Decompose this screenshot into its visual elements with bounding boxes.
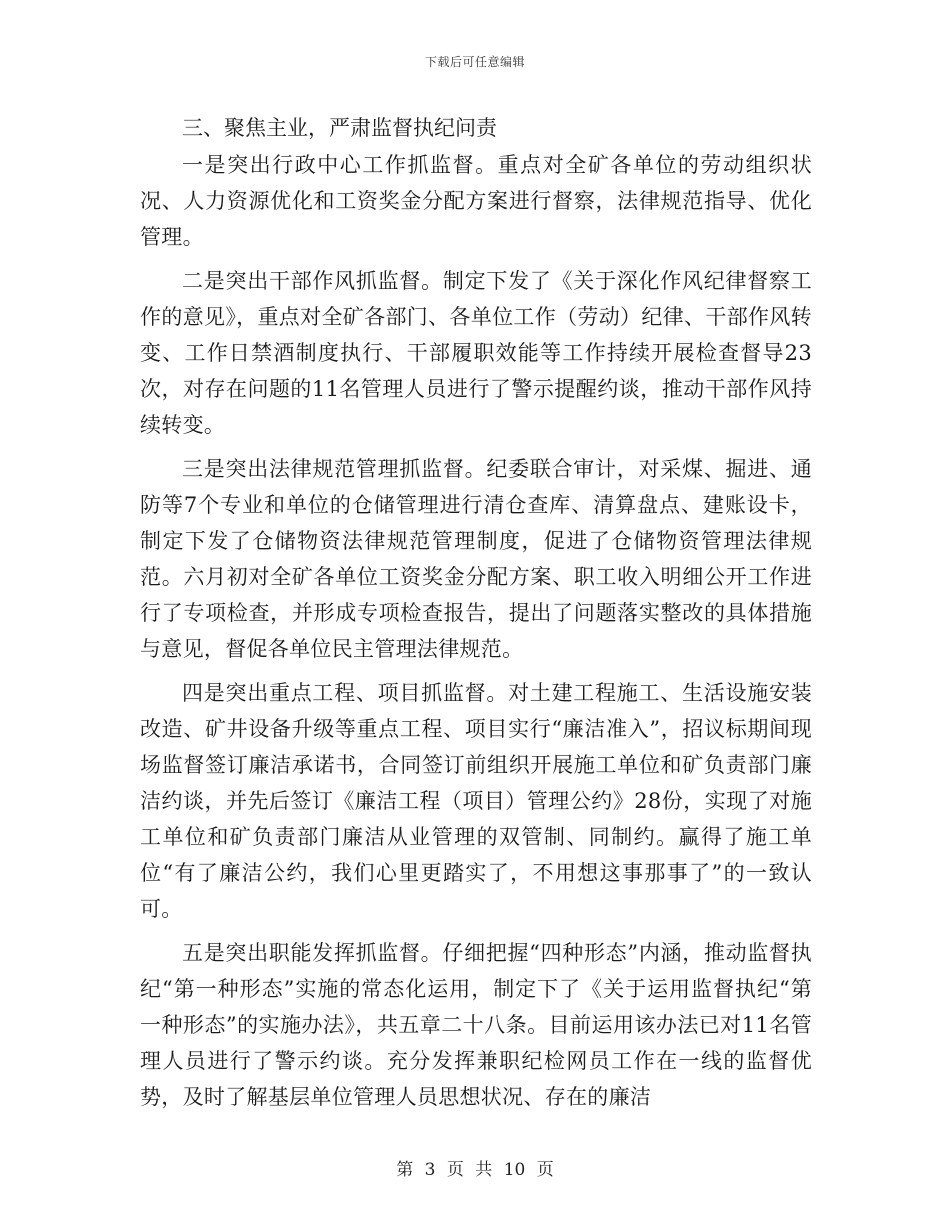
paragraph-1: 一是突出行政中心工作抓监督。重点对全矿各单位的劳动组织状况、人力资源优化和工资奖金分配方案进行督察，法律规范指导、优化管理。 bbox=[140, 153, 812, 249]
paragraph-5: 五是突出职能发挥抓监督。仔细把握“四种形态”内涵，推动监督执纪“第一种形态”实施的常态化运用，制定下了《关于运用监督执纪“第一种形态”的实施办法》，共五章二十八条。目前运用该办法已对11名管理人员进行了警示约谈。充分发挥兼职纪检网员工作在一线的监督优势，及时了解基层单位管理人员思想状况、存在的廉洁 bbox=[140, 941, 812, 1109]
page-number-footer: 第 3 页 共 10 页 bbox=[396, 1160, 554, 1180]
paragraph-3: 三是突出法律规范管理抓监督。纪委联合审计，对采煤、掘进、通防等7个专业和单位的仓储管理进行清仓查库、清算盘点、建账设卡，制定下发了仓储物资法律规范管理制度，促进了仓储物资管理法律规范。六月初对全矿各单位工资奖金分配方案、职工收入明细公开工作进行了专项检查，并形成专项检查报告，提出了问题落实整改的具体措施与意见，督促各单位民主管理法律规范。 bbox=[140, 457, 812, 661]
document-body bbox=[140, 110, 812, 1123]
section-heading: 三、聚焦主业，严肃监督执纪问责 bbox=[182, 116, 497, 140]
paragraph-4: 四是突出重点工程、项目抓监督。对土建工程施工、生活设施安装改造、矿井设备升级等重点工程、项目实行“廉洁准入”，招议标期间现场监督签订廉洁承诺书，合同签订前组织开展施工单位和矿负责部门廉洁约谈，并先后签订《廉洁工程（项目）管理公约》28份，实现了对施工单位和矿负责部门廉洁从业管理的双管制、同制约。赢得了施工单位“有了廉洁公约，我们心里更踏实了，不用想这事那事了”的一致认可。 bbox=[140, 681, 812, 921]
paragraph-2: 二是突出干部作风抓监督。制定下发了《关于深化作风纪律督察工作的意见》，重点对全矿各部门、各单位工作（劳动）纪律、干部作风转变、工作日禁酒制度执行、干部履职效能等工作持续开展检查督导23次，对存在问题的11名管理人员进行了警示提醒约谈，推动干部作风持续转变。 bbox=[140, 269, 812, 437]
page-header: 下载后可任意编辑 bbox=[424, 55, 525, 69]
